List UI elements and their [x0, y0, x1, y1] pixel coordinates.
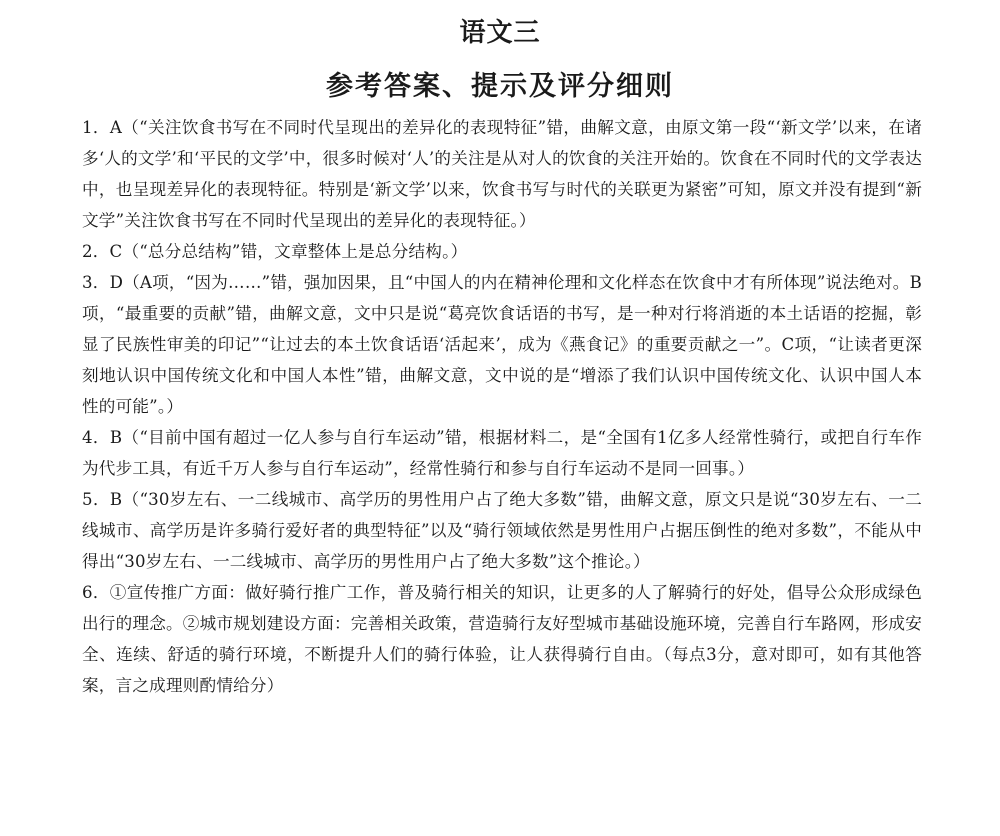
answer-list	[82, 112, 922, 701]
subject-heading: 语文三	[459, 18, 541, 48]
answer-item-2: 2．C（“总分总结构”错，文章整体上是总分结构。）	[82, 242, 468, 261]
answer-item-3: 3．D（A项，“因为……”错，强加因果，且“中国人的内在精神伦理和文化样态在饮食中才有所体现”说法绝对。B项，“最重要的贡献”错，曲解文意，文中只是说“葛亮饮食话语的书写，是一种对行将消逝的本土话语的挖掘，彰显了民族性审美的印记”“让过去的本土饮食话语‘活起来’，成为《燕食记》的重要贡献之一”。C项，“让读者更深刻地认识中国传统文化和中国人本性”错，曲解文意，文中说的是“增添了我们认识中国传统文化、认识中国人本性的可能”。）	[82, 273, 922, 416]
answer-item-5: 5．B（“30岁左右、一二线城市、高学历的男性用户占了绝大多数”错，曲解文意，原文只是说“30岁左右、一二线城市、高学历是许多骑行爱好者的典型特征”以及“骑行领域依然是男性用户占据压倒性的绝对多数”，不能从中得出“30岁左右、一二线城市、高学历的男性用户占了绝大多数”这个推论。）	[82, 490, 922, 571]
answer-item-4: 4．B（“目前中国有超过一亿人参与自行车运动”错，根据材料二，是“全国有1亿多人经常性骑行，或把自行车作为代步工具，有近千万人参与自行车运动”，经常性骑行和参与自行车运动不是同一回事。）	[82, 428, 922, 478]
answer-item-6: 6．①宣传推广方面：做好骑行推广工作，普及骑行相关的知识，让更多的人了解骑行的好处，倡导公众形成绿色出行的理念。②城市规划建设方面：完善相关政策，营造骑行友好型城市基础设施环境，完善自行车路网，形成安全、连续、舒适的骑行环境，不断提升人们的骑行体验，让人获得骑行自由。（每点3分，意对即可，如有其他答案，言之成理则酌情给分）	[82, 583, 922, 695]
answer-item-1: 1．A（“关注饮食书写在不同时代呈现出的差异化的表现特征”错，曲解文意，由原文第一段“‘新文学’以来，在诸多‘人的文学’和‘平民的文学’中，很多时候对‘人’的关注是从对人的饮食的关注开始的。饮食在不同时代的文学表达中，也呈现差异化的表现特征。特别是‘新文学’以来，饮食书写与时代的关联更为紧密”可知，原文并没有提到“新文学”关注饮食书写在不同时代呈现出的差异化的表现特征。）	[82, 118, 922, 230]
document-title: 参考答案、提示及评分细则	[326, 71, 674, 102]
